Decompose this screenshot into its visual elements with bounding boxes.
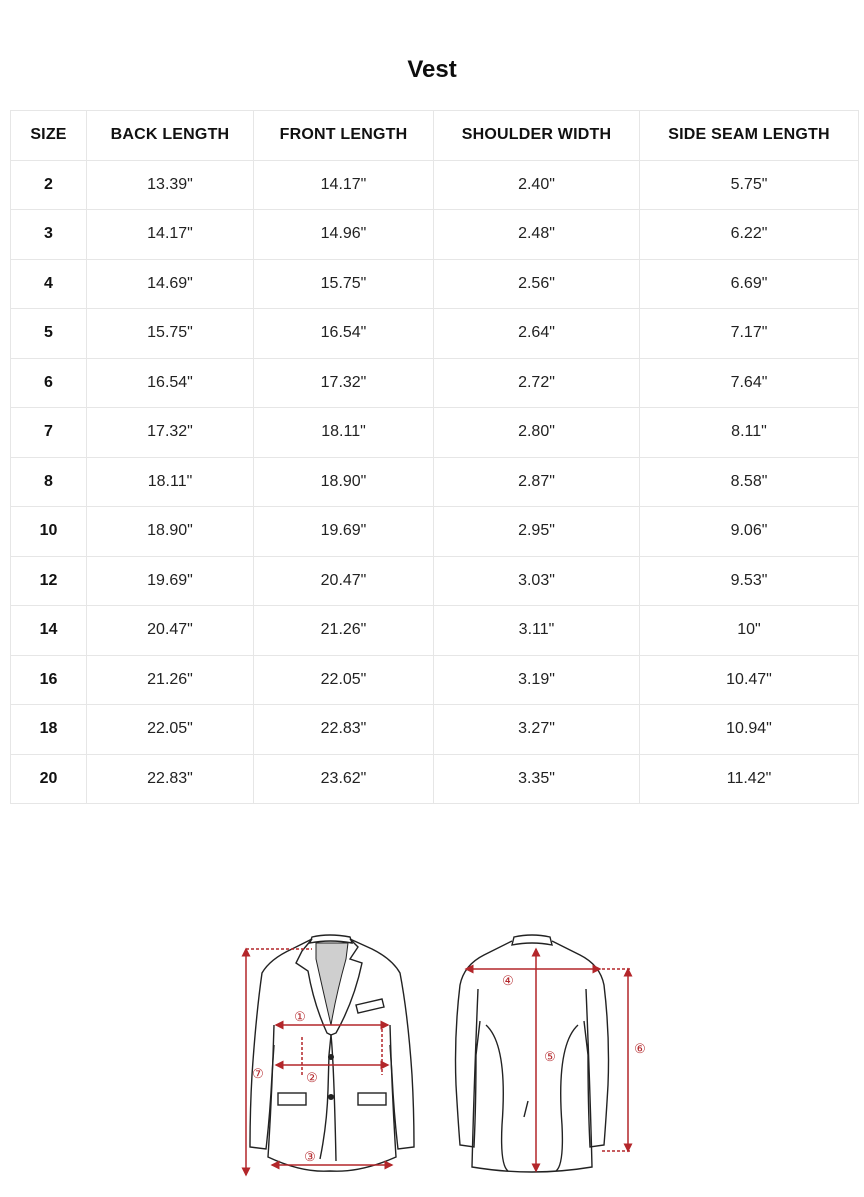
cell-back-length: 22.83": [87, 754, 254, 804]
table-row: [11, 259, 859, 309]
table-row: [11, 210, 859, 260]
cell-size: 3: [11, 210, 87, 260]
cell-front-length: 18.11": [254, 408, 434, 458]
table-row: [11, 655, 859, 705]
front-lapel-shade: [316, 943, 348, 1025]
jacket-diagram-svg: [232, 925, 660, 1187]
cell-side-seam-length: 8.58": [640, 457, 859, 507]
table-header-row: [11, 111, 859, 161]
cell-side-seam-length: 6.69": [640, 259, 859, 309]
cell-front-length: 22.05": [254, 655, 434, 705]
cell-back-length: 21.26": [87, 655, 254, 705]
cell-front-length: 16.54": [254, 309, 434, 359]
marker-3: ③: [304, 1150, 316, 1165]
header-shoulder-width: SHOULDER WIDTH: [434, 111, 640, 161]
cell-size: 7: [11, 408, 87, 458]
cell-back-length: 18.11": [87, 457, 254, 507]
cell-side-seam-length: 10.47": [640, 655, 859, 705]
cell-front-length: 19.69": [254, 507, 434, 557]
cell-front-length: 23.62": [254, 754, 434, 804]
marker-5: ⑤: [544, 1050, 556, 1065]
cell-side-seam-length: 6.22": [640, 210, 859, 260]
cell-back-length: 20.47": [87, 606, 254, 656]
marker-2: ②: [306, 1071, 318, 1086]
cell-back-length: 22.05": [87, 705, 254, 755]
cell-shoulder-width: 3.35": [434, 754, 640, 804]
cell-size: 8: [11, 457, 87, 507]
cell-size: 18: [11, 705, 87, 755]
cell-front-length: 14.17": [254, 160, 434, 210]
cell-shoulder-width: 2.80": [434, 408, 640, 458]
marker-1: ①: [294, 1010, 306, 1025]
cell-back-length: 13.39": [87, 160, 254, 210]
cell-size: 5: [11, 309, 87, 359]
cell-back-length: 18.90": [87, 507, 254, 557]
front-button-lower: [328, 1094, 334, 1100]
cell-front-length: 15.75": [254, 259, 434, 309]
cell-back-length: 19.69": [87, 556, 254, 606]
cell-size: 14: [11, 606, 87, 656]
cell-shoulder-width: 2.72": [434, 358, 640, 408]
header-side-seam-length: SIDE SEAM LENGTH: [640, 111, 859, 161]
size-chart-table: [10, 110, 859, 804]
cell-shoulder-width: 2.87": [434, 457, 640, 507]
marker-6: ⑥: [634, 1042, 646, 1057]
cell-size: 4: [11, 259, 87, 309]
cell-shoulder-width: 3.03": [434, 556, 640, 606]
cell-size: 20: [11, 754, 87, 804]
cell-back-length: 16.54": [87, 358, 254, 408]
cell-size: 2: [11, 160, 87, 210]
cell-shoulder-width: 2.95": [434, 507, 640, 557]
header-back-length: BACK LENGTH: [87, 111, 254, 161]
marker-7: ⑦: [252, 1067, 264, 1082]
table-row: [11, 606, 859, 656]
table-row: [11, 754, 859, 804]
cell-side-seam-length: 7.64": [640, 358, 859, 408]
back-jacket-outline: [456, 935, 609, 1172]
cell-shoulder-width: 3.19": [434, 655, 640, 705]
cell-front-length: 22.83": [254, 705, 434, 755]
cell-back-length: 17.32": [87, 408, 254, 458]
table-body: [11, 160, 859, 804]
cell-front-length: 18.90": [254, 457, 434, 507]
cell-front-length: 17.32": [254, 358, 434, 408]
cell-back-length: 14.17": [87, 210, 254, 260]
table-row: [11, 160, 859, 210]
cell-side-seam-length: 11.42": [640, 754, 859, 804]
header-size: SIZE: [11, 111, 87, 161]
table-row: [11, 556, 859, 606]
table-row: [11, 408, 859, 458]
table-row: [11, 705, 859, 755]
page-title: Vest: [407, 56, 457, 83]
cell-shoulder-width: 2.56": [434, 259, 640, 309]
cell-shoulder-width: 2.48": [434, 210, 640, 260]
header-front-length: FRONT LENGTH: [254, 111, 434, 161]
jacket-measurement-diagram: [232, 925, 660, 1187]
marker-4: ④: [502, 974, 514, 989]
cell-front-length: 20.47": [254, 556, 434, 606]
cell-side-seam-length: 10": [640, 606, 859, 656]
cell-side-seam-length: 5.75": [640, 160, 859, 210]
cell-shoulder-width: 3.11": [434, 606, 640, 656]
cell-side-seam-length: 7.17": [640, 309, 859, 359]
cell-side-seam-length: 10.94": [640, 705, 859, 755]
cell-side-seam-length: 9.06": [640, 507, 859, 557]
cell-size: 6: [11, 358, 87, 408]
table-row: [11, 507, 859, 557]
cell-size: 10: [11, 507, 87, 557]
cell-shoulder-width: 3.27": [434, 705, 640, 755]
table-row: [11, 358, 859, 408]
cell-shoulder-width: 2.64": [434, 309, 640, 359]
cell-side-seam-length: 8.11": [640, 408, 859, 458]
cell-front-length: 21.26": [254, 606, 434, 656]
cell-size: 12: [11, 556, 87, 606]
cell-size: 16: [11, 655, 87, 705]
cell-side-seam-length: 9.53": [640, 556, 859, 606]
cell-front-length: 14.96": [254, 210, 434, 260]
cell-back-length: 15.75": [87, 309, 254, 359]
table-row: [11, 309, 859, 359]
cell-shoulder-width: 2.40": [434, 160, 640, 210]
table-row: [11, 457, 859, 507]
cell-back-length: 14.69": [87, 259, 254, 309]
front-button-upper: [328, 1054, 334, 1060]
